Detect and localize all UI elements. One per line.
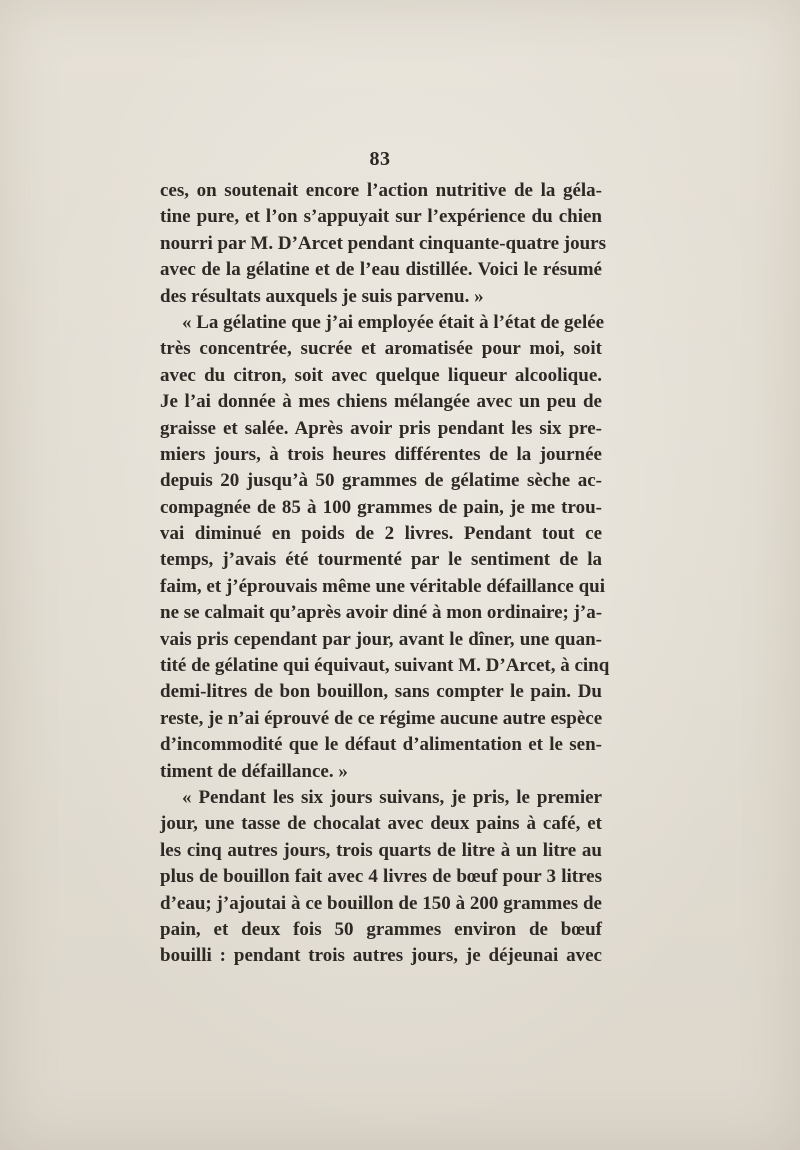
text-line: jour, une tasse de chocalat avec deux pains à café, et: [160, 813, 602, 835]
text-line: depuis 20 jusqu’à 50 grammes de gélatime sèche ac-: [160, 470, 602, 492]
text-line: vai diminué en poids de 2 livres. Pendant tout ce: [160, 523, 602, 545]
text-line: tité de gélatine qui équivaut, suivant M. D’Arcet, à cinq: [160, 655, 610, 677]
text-line: tine pure, et l’on s’appuyait sur l’expérience du chien: [160, 206, 602, 228]
text-line: vais pris cependant par jour, avant le dîner, une quan-: [160, 628, 602, 650]
text-line: pain, et deux fois 50 grammes environ de bœuf: [160, 918, 602, 940]
paragraph-start-line: « La gélatine que j’ai employée était à l’état de gelée: [182, 311, 605, 333]
text-line: temps, j’avais été tourmenté par le sentiment de la: [160, 549, 602, 571]
text-line: compagnée de 85 à 100 grammes de pain, je me trou-: [160, 496, 602, 518]
text-line: des résultats auxquels je suis parvenu. »: [160, 285, 484, 307]
text-line: faim, et j’éprouvais même une véritable défaillance qui: [160, 575, 606, 597]
body-text: [160, 178, 610, 970]
text-line: les cinq autres jours, trois quarts de litre à un litre au: [160, 839, 602, 861]
text-line: d’incommodité que le défaut d’alimentation et le sen-: [160, 734, 602, 756]
text-line: avec de la gélatine et de l’eau distillée. Voici le résumé: [160, 259, 602, 281]
text-line: reste, je n’ai éprouvé de ce régime aucune autre espèce: [160, 707, 603, 729]
paragraph-start-line: « Pendant les six jours suivans, je pris, le premier: [182, 786, 602, 808]
text-line: nourri par M. D’Arcet pendant cinquante-quatre jours: [160, 232, 606, 254]
text-line: graisse et salée. Après avoir pris pendant les six pre-: [160, 417, 602, 439]
text-line: d’eau; j’ajoutai à ce bouillon de 150 à 200 grammes de: [160, 892, 602, 914]
text-line: ces, on soutenait encore l’action nutritive de la géla-: [160, 180, 602, 201]
text-line: Je l’ai donnée à mes chiens mélangée avec un peu de: [160, 391, 602, 413]
text-line: timent de défaillance. »: [160, 760, 348, 782]
text-line: bouilli : pendant trois autres jours, je déjeunai avec: [160, 945, 602, 967]
text-line: ne se calmait qu’après avoir diné à mon ordinaire; j’a-: [160, 602, 603, 624]
text-line: très concentrée, sucrée et aromatisée pour moi, soit: [160, 338, 602, 360]
text-line: demi-litres de bon bouillon, sans compter le pain. Du: [160, 681, 602, 703]
text-line: avec du citron, soit avec quelque liqueur alcoolique.: [160, 364, 602, 386]
page-number: 83: [369, 148, 391, 170]
text-line: miers jours, à trois heures différentes de la journée: [160, 443, 602, 465]
text-line: plus de bouillon fait avec 4 livres de bœuf pour 3 litres: [160, 866, 602, 888]
